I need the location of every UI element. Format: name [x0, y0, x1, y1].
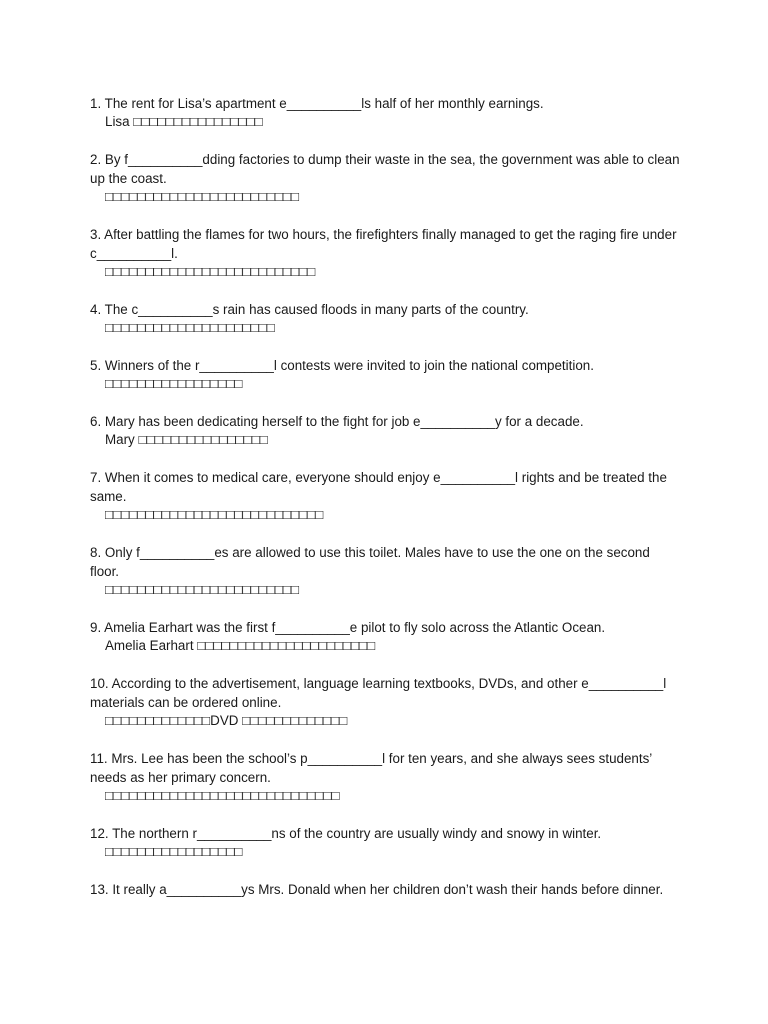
exercise-item-1: [90, 94, 680, 131]
exercise-item-6: [90, 412, 680, 449]
question-text: 9. Amelia Earhart was the first f__________e pilot to fly solo across the Atlantic Ocean.: [90, 620, 606, 635]
question-text: 11. Mrs. Lee has been the school’s p__________l for ten years, and she always sees students’ needs as her primary concern.: [90, 751, 652, 785]
translation-text: □□□□□□□□□□□□□□□□□□□□□□□□□□□: [105, 507, 324, 522]
question-text: 7. When it comes to medical care, everyone should enjoy e__________l rights and be treated the same.: [90, 470, 667, 504]
exercise-item-9: [90, 618, 680, 655]
exercise-item-11: [90, 749, 680, 805]
question-text: 2. By f__________dding factories to dump their waste in the sea, the government was able to clean up the coast.: [90, 152, 680, 186]
question-text: 5. Winners of the r__________l contests were invited to join the national competition.: [90, 358, 594, 373]
translation-text: Lisa □□□□□□□□□□□□□□□□: [105, 114, 263, 129]
translation-text: □□□□□□□□□□□□□□□□□□□□□□□□□□: [105, 264, 316, 279]
question-text: 12. The northern r__________ns of the country are usually windy and snowy in winter.: [90, 826, 602, 841]
exercise-item-2: [90, 150, 680, 206]
worksheet: [90, 94, 680, 918]
exercise-item-10: [90, 674, 680, 730]
question-text: 1. The rent for Lisa’s apartment e__________ls half of her monthly earnings.: [90, 96, 544, 111]
question-text: 13. It really a__________ys Mrs. Donald when her children don’t wash their hands before dinner.: [90, 882, 664, 897]
translation-text: Amelia Earhart □□□□□□□□□□□□□□□□□□□□□□: [105, 638, 376, 653]
question-text: 3. After battling the flames for two hours, the firefighters finally managed to get the raging fire under c__________l.: [90, 227, 677, 261]
question-text: 10. According to the advertisement, language learning textbooks, DVDs, and other e__________l materials can be ordered online.: [90, 676, 667, 710]
translation-text: □□□□□□□□□□□□□□□□□: [105, 844, 243, 859]
translation-text: □□□□□□□□□□□□□□□□□□□□□: [105, 320, 275, 335]
question-text: 6. Mary has been dedicating herself to the fight for job e__________y for a decade.: [90, 414, 584, 429]
exercise-item-13: [90, 880, 680, 899]
question-text: 8. Only f__________es are allowed to use this toilet. Males have to use the one on the second floor.: [90, 545, 650, 579]
translation-text: Mary □□□□□□□□□□□□□□□□: [105, 432, 268, 447]
question-text: 4. The c__________s rain has caused floods in many parts of the country.: [90, 302, 529, 317]
exercise-item-8: [90, 543, 680, 599]
translation-text: □□□□□□□□□□□□□□□□□: [105, 376, 243, 391]
exercise-item-3: [90, 225, 680, 281]
translation-text: □□□□□□□□□□□□□□□□□□□□□□□□: [105, 189, 300, 204]
translation-text: □□□□□□□□□□□□□DVD □□□□□□□□□□□□□: [105, 713, 348, 728]
exercise-item-12: [90, 824, 680, 861]
exercise-item-7: [90, 468, 680, 524]
translation-text: □□□□□□□□□□□□□□□□□□□□□□□□□□□□□: [105, 788, 340, 803]
exercise-item-5: [90, 356, 680, 393]
exercise-item-4: [90, 300, 680, 337]
translation-text: □□□□□□□□□□□□□□□□□□□□□□□□: [105, 582, 300, 597]
